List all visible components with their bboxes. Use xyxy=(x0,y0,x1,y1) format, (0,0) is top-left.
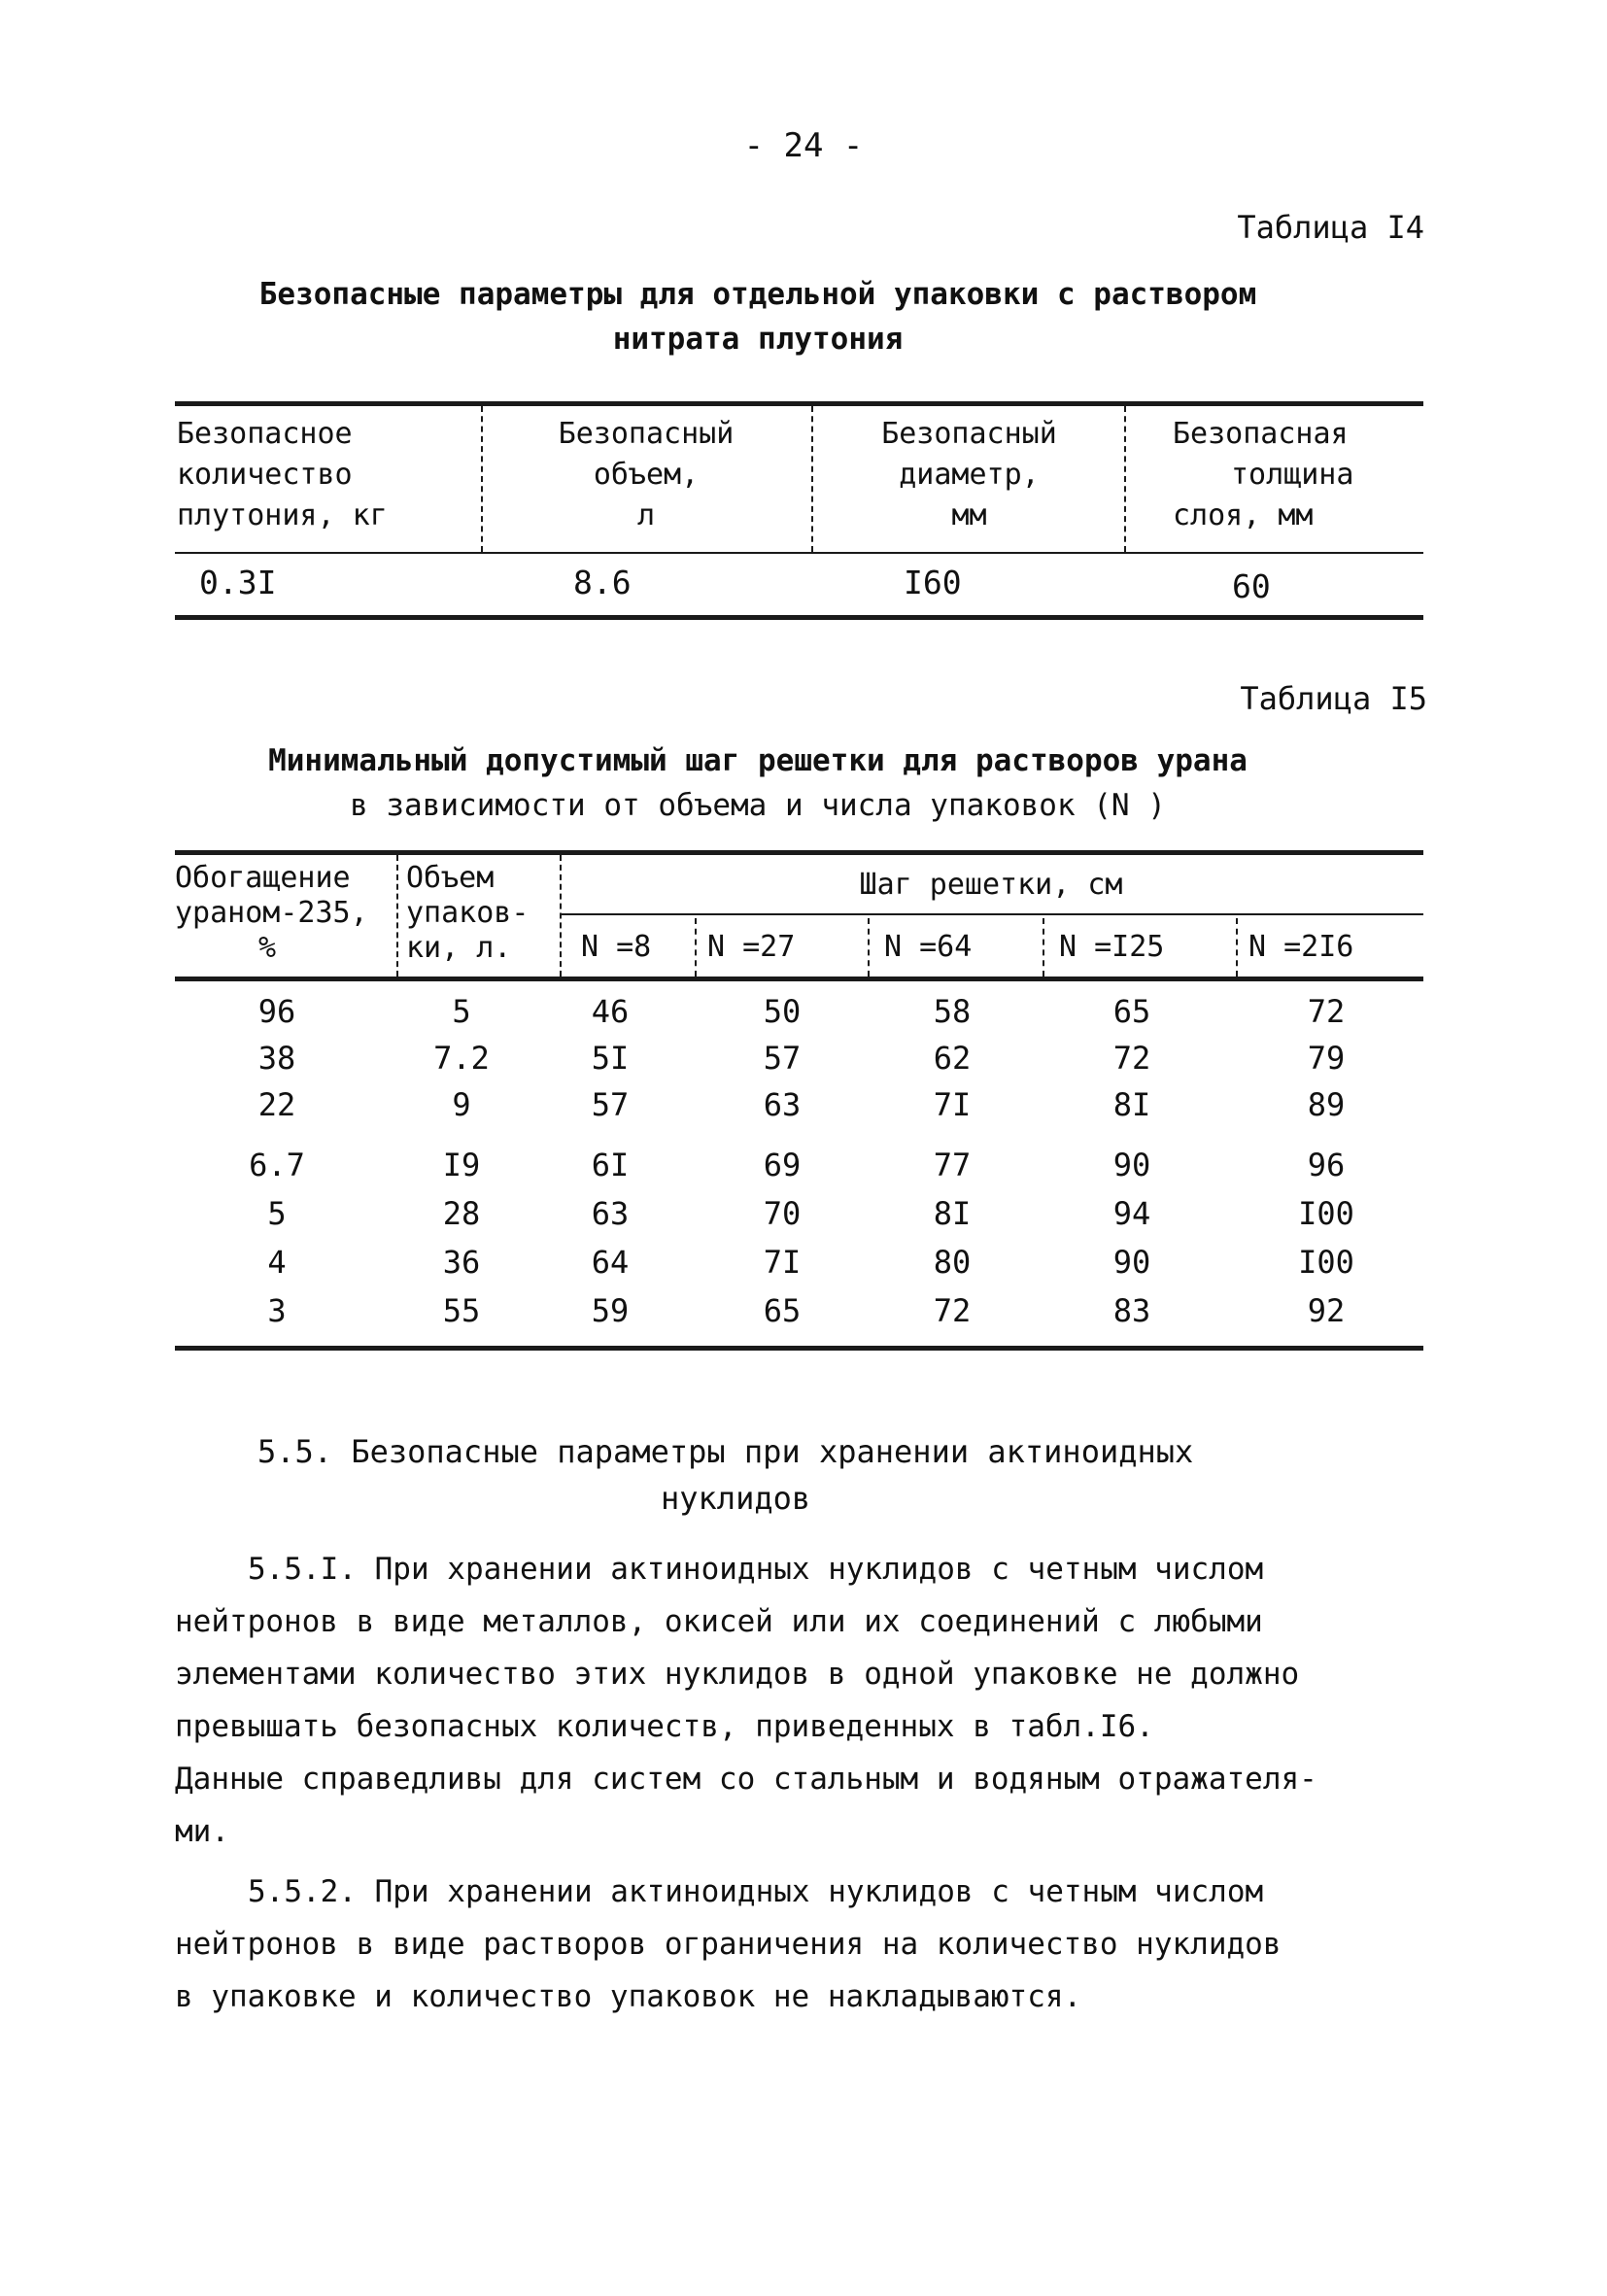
paragraph-line: превышать безопасных количеств, приведенных в табл.I6. xyxy=(175,1709,1154,1744)
header-line: л xyxy=(636,498,656,532)
table15-header-n27: N =27 xyxy=(707,930,796,964)
table14-cell-quantity: 0.3I xyxy=(199,564,277,601)
table14-bottom-rule xyxy=(175,615,1423,620)
header-line: Безопасная xyxy=(1173,417,1349,451)
paragraph-line: элементами количество этих нуклидов в одной упаковке не должно xyxy=(175,1657,1300,1692)
table15-cell: 7.2 xyxy=(433,1040,490,1077)
header-line: ки, л. xyxy=(406,931,512,965)
table15-cell: 4 xyxy=(267,1244,287,1281)
page-number: - 24 - xyxy=(743,126,864,165)
table15-cell: 96 xyxy=(257,993,296,1030)
table15-header-n64: N =64 xyxy=(884,930,973,964)
header-line: количество xyxy=(177,458,353,492)
paragraph-line: нейтронов в виде металлов, окисей или их соединений с любыми xyxy=(175,1604,1263,1639)
table15-cell: 64 xyxy=(591,1244,630,1281)
table15-cell: 46 xyxy=(591,993,630,1030)
table15-label: Таблица I5 xyxy=(1240,680,1427,717)
table15-cell: 94 xyxy=(1112,1195,1151,1232)
table15-cell: 38 xyxy=(257,1040,296,1077)
paragraph-line: 5.5.2. При хранении актиноидных нуклидов с четным числом xyxy=(248,1874,1264,1909)
table15-col-sep xyxy=(695,918,697,977)
table15-cell: 6.7 xyxy=(249,1147,305,1183)
table15-cell: 5I xyxy=(591,1040,630,1077)
table15-cell: 83 xyxy=(1112,1292,1151,1329)
paragraph-line: нейтронов в виде растворов ограничения на количество нуклидов xyxy=(175,1927,1282,1962)
header-line: Объем xyxy=(406,861,495,895)
table15-cell: 89 xyxy=(1307,1086,1346,1123)
table15-cell: 57 xyxy=(591,1086,630,1123)
table15-cell: 8I xyxy=(1112,1086,1151,1123)
table15-cell: 96 xyxy=(1307,1147,1346,1183)
paragraph-line: в упаковке и количество упаковок не накладываются. xyxy=(175,1979,1082,2014)
table15-group-rule xyxy=(562,913,1423,915)
table15-cell: 57 xyxy=(763,1040,802,1077)
table14-cell-thickness: 60 xyxy=(1232,567,1271,605)
paragraph-5-5-2 xyxy=(175,1866,1438,2023)
table15-cell: I9 xyxy=(442,1147,481,1183)
paragraph-line: 5.5.I. При хранении актиноидных нуклидов с четным числом xyxy=(248,1552,1264,1587)
table14-col-sep xyxy=(1124,406,1126,552)
table15-cell: 59 xyxy=(591,1292,630,1329)
section-heading-line2: нуклидов xyxy=(661,1480,811,1517)
table15-cell: 70 xyxy=(763,1195,802,1232)
table14-col-sep xyxy=(811,406,813,552)
table15-cell: 9 xyxy=(452,1086,471,1123)
table15-header-enrichment xyxy=(175,861,393,966)
table15-cell: 90 xyxy=(1112,1147,1151,1183)
table14-title-line2: нитрата плутония xyxy=(612,322,904,357)
table15-cell: 63 xyxy=(591,1195,630,1232)
header-line: толщина xyxy=(1231,458,1354,492)
header-line: мм xyxy=(951,498,987,532)
table14-cell-diameter: I60 xyxy=(904,564,962,601)
header-line: слоя, мм xyxy=(1173,498,1314,532)
table15-header-n8: N =8 xyxy=(581,930,652,964)
table15-cell: 69 xyxy=(763,1147,802,1183)
table15-cell: 7I xyxy=(933,1086,972,1123)
table15-title-line1: Минимальный допустимый шаг решетки для растворов урана xyxy=(268,743,1248,778)
header-line: объем, xyxy=(593,458,700,492)
header-line: упаков- xyxy=(406,896,530,930)
table14-header-thickness xyxy=(1134,414,1425,536)
table14-header-quantity xyxy=(177,414,468,536)
table15-cell: 79 xyxy=(1307,1040,1346,1077)
table14-label: Таблица I4 xyxy=(1237,209,1424,246)
table14-header-volume xyxy=(491,414,802,536)
header-line: диаметр, xyxy=(899,458,1040,492)
table15-cell: 8I xyxy=(933,1195,972,1232)
table15-cell: 72 xyxy=(1112,1040,1151,1077)
table14-cell-volume: 8.6 xyxy=(573,564,632,601)
paragraph-line: ми. xyxy=(175,1814,229,1849)
table15-header-n125: N =I25 xyxy=(1059,930,1165,964)
table15-header-n216: N =2I6 xyxy=(1248,930,1354,964)
table15-cell: 72 xyxy=(1307,993,1346,1030)
table15-cell: 90 xyxy=(1112,1244,1151,1281)
table15-top-rule xyxy=(175,850,1423,855)
table15-cell: 3 xyxy=(267,1292,287,1329)
table15-cell: 55 xyxy=(442,1292,481,1329)
table15-col-sep xyxy=(868,918,870,977)
section-heading-line1: 5.5. Безопасные параметры при хранении актиноидных xyxy=(257,1433,1194,1470)
header-line: Безопасный xyxy=(558,417,735,451)
header-line: % xyxy=(257,931,277,965)
header-line: Обогащение xyxy=(175,861,351,895)
table15-col-sep xyxy=(560,855,562,977)
table15-cell: 72 xyxy=(933,1292,972,1329)
table15-col-sep xyxy=(396,855,398,977)
table15-cell: I00 xyxy=(1298,1195,1354,1232)
header-line: плутония, кг xyxy=(177,498,388,532)
table15-cell: 5 xyxy=(267,1195,287,1232)
table15-cell: 80 xyxy=(933,1244,972,1281)
table14-col-sep xyxy=(481,406,483,552)
table15-cell: 50 xyxy=(763,993,802,1030)
header-line: Безопасное xyxy=(177,417,353,451)
table15-bottom-rule xyxy=(175,1346,1423,1351)
table15-cell: 36 xyxy=(442,1244,481,1281)
table15-cell: 6I xyxy=(591,1147,630,1183)
table15-cell: 63 xyxy=(763,1086,802,1123)
table14-header-diameter xyxy=(821,414,1117,536)
table15-cell: 7I xyxy=(763,1244,802,1281)
table15-header-volume xyxy=(406,861,552,966)
table15-cell: I00 xyxy=(1298,1244,1354,1281)
table15-col-sep xyxy=(1236,918,1238,977)
table15-group-header: Шаг решетки, см xyxy=(859,868,1123,902)
table15-col-sep xyxy=(1043,918,1044,977)
table15-cell: 5 xyxy=(452,993,471,1030)
table15-cell: 92 xyxy=(1307,1292,1346,1329)
table15-cell: 22 xyxy=(257,1086,296,1123)
table15-cell: 65 xyxy=(763,1292,802,1329)
header-line: ураном-235, xyxy=(175,896,368,930)
table15-cell: 77 xyxy=(933,1147,972,1183)
header-line: Безопасный xyxy=(881,417,1057,451)
paragraph-5-5-1 xyxy=(175,1543,1438,1858)
table14-top-rule xyxy=(175,401,1423,406)
paragraph-line: Данные справедливы для систем со стальным и водяным отражателя- xyxy=(175,1762,1317,1797)
table15-cell: 65 xyxy=(1112,993,1151,1030)
table15-cell: 62 xyxy=(933,1040,972,1077)
table14-title-line1: Безопасные параметры для отдельной упаковки с раствором xyxy=(258,277,1257,312)
table15-cell: 58 xyxy=(933,993,972,1030)
table15-cell: 28 xyxy=(442,1195,481,1232)
table14-header-rule xyxy=(175,552,1423,554)
table15-header-rule xyxy=(175,977,1423,981)
table15-title-line2: в зависимости от объема и числа упаковок (N ) xyxy=(350,788,1166,823)
